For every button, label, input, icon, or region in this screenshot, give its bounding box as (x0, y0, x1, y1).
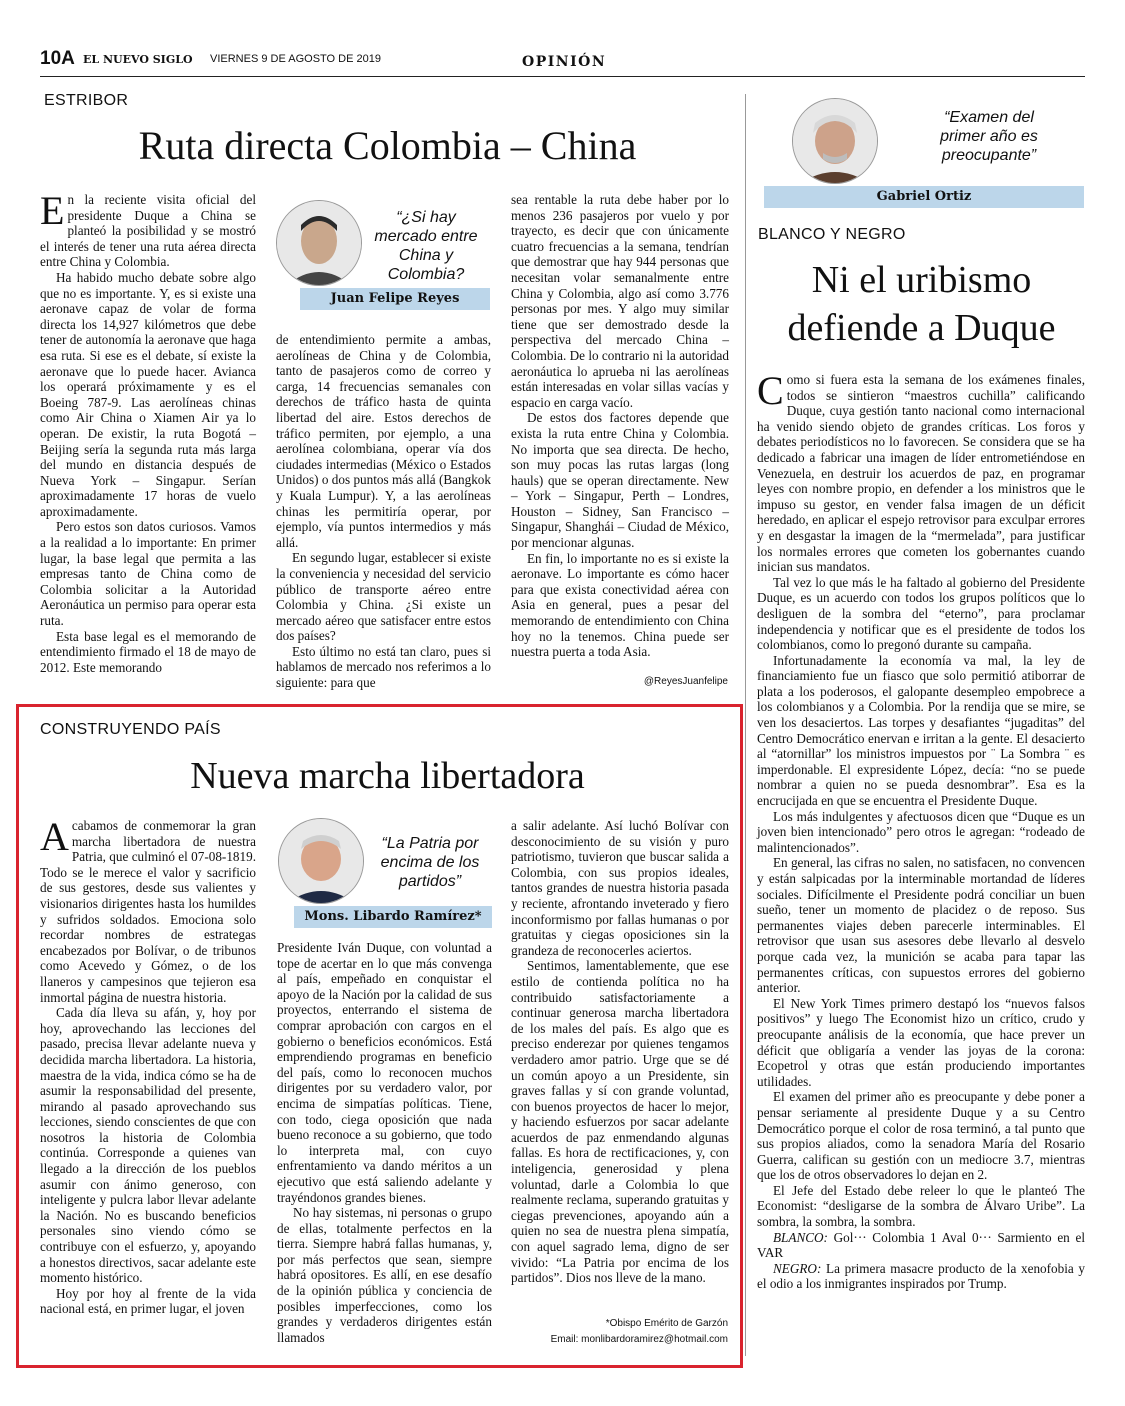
paragraph: cabamos de conmemorar la gran marcha libertadora de nuestra Patria, que culminó el 07-08-1819. Todo se le merece el valor y sacrificio de sus gestores, desde sus valientes y visionarios dirigentes hasta los humildes y sufridos soldados. Emociona solo recordar nombres de estrategas encabezados por Bolívar, o de tribunos como Acevedo y Gómez, o de los llaneros y campesinos que tejieron esa inmortal página de nuestra historia. (40, 818, 256, 1005)
paragraph: En fin, lo importante no es si existe la aeronave. Lo importante es cómo hacer para que exista conectividad aérea con Asia en general, pues a pesar del memorando de entendimiento con China hoy no la tenemos. China puede ser nuestra puerta a toda Asia. (511, 550, 729, 660)
dropcap: E (40, 188, 65, 233)
author-name: Juan Felipe Reyes (300, 288, 490, 310)
paragraph: De estos dos factores depende que exista la ruta entre China y Colombia. No importa que sea directa. De hecho, son muy pocas las rutas largas (long hauls) que se operan directamente. New – York – Singapur, Perth – Londres, Houston – Sidney, San Francisco – Singapur, Shanghái – Ciudad de México, por mencionar algunas. (511, 410, 729, 551)
dropcap: A (40, 814, 69, 859)
paragraph: sea rentable la ruta debe haber por lo menos 236 pasajeros por vuelo y por trayecto, es decir que con únicamente cuatro frecuencias a la semana, tendrían que demostrar que hay 944 personas que necesitan volar semanalmente entre China y Colombia, algo así como 3.776 personas por mes. Y algo muy similar tiene que ser demostrado desde la perspectiva del mercado China – Colombia. De lo contrario ni la autoridad aeronáutica lo aprueba ni las aerolíneas están interesadas en volar sillas vacías y espacio en carga vacío. (511, 192, 729, 410)
article1-signature: @ReyesJuanfelipe (643, 676, 728, 687)
article3-label: BLANCO Y NEGRO (758, 226, 906, 243)
blanco-note (757, 1230, 1085, 1261)
paragraph: Sentimos, lamentablemente, que ese estilo de contienda política no ha contribuido satisfactoriamente a continuar generosa marcha libertadora de los males del país. Es algo que es preciso enderezar por quienes tengamos verdadero amor patrio. Urge que se dé un común apoyo a un Presidente, sin graves fallas y sí con grande voluntad, con buenos proyectos de hacer lo mejor, y haciendo esfuerzos por sacar adelante acuerdos de paz enmendando algunas fallas. Es hora de rectificaciones, y, con inteligencia, generosidad y plena voluntad, darle a Colombia lo que realmente reclama, superando gratuitas y ciegas prevenciones, apoyando aún a quien no sea de nuestra plena simpatía, con aquel sagrado lema, digno de ser vivido: “La Patria por encima de los partidos”. Dios nos lleve de la mano. (511, 958, 729, 1286)
paragraph: El examen del primer año es preocupante y debe poner a pensar seriamente al presidente Duque y a su Centro Democrático porque el color de rosa terminó, a tal punto que sus propios aliados, como la senadora María del Rosario Guerra, califican su gestión con un mediocre 3.7, mientras que los de otros observadores lo dejan en 2. (757, 1089, 1085, 1183)
author-quote: “La Patria por encima de los partidos” (380, 835, 480, 890)
dropcap: C (757, 368, 784, 413)
negro-text: La primera masacre producto de la xenofobia y el odio a los inmigrantes inspirados por Trump. (757, 1260, 1085, 1292)
paragraph: Ha habido mucho debate sobre algo que no es importante. Y, es si existe una aeronave capaz de volar de forma directa los 14,927 kilómetros que debe tener de autonomía la aeronave que haga esa ruta. Si ese es el debate, sí existe la aeronave que lo puede hacer. Avianca los operará próximamente y es el Boeing 787-9. Las aerolíneas chinas como Air China o Xiamen Air ya lo operan. De existir, la ruta Bogotá – Beijing sería la segunda ruta más larga del mundo en distancia después de Nueva York – Singapur. Serían aproximadamente 17 horas de vuelo aproximadamente. (40, 269, 256, 519)
paragraph: Los más indulgentes y afectuosos dicen que “Duque es un joven bien intencionado” pero otros le agregan: “rodeado de malintencionados”. (757, 808, 1085, 855)
paragraph: Infortunadamente la economía va mal, la ley de financiamiento fue un fiasco que solo permitió atiborrar de plata a los poderosos, el galopante desempleo empobrece a los colombianos y a Colombia. Por la rendija que se mire, se ven los desaciertos. Las torpes y desafiantes “jugaditas” del Centro Democrático enervan e irritan a la gente. El desacierto al “atornillar” los ministros impuestos por ¨ La Sombra ¨ es imperdonable. El expresidente López, decía: “no se puede nombrar a quien no se pueda desnombrar”. Esa es la encrucijada en que se encuentra el Presidente Duque. (757, 652, 1085, 809)
article3-body (757, 368, 1085, 1292)
paragraph: Cada día lleva su afán, y, hoy por hoy, aprovechando las lecciones del pasado, precisa llevar adelante nueva y decidida marcha libertadora. La historia, maestra de la vida, indica cómo se ha de asumir la responsabilidad del presente, mirando al pasado aprovechando sus lecciones, siendo conscientes de que con nosotros la historia de Colombia continúa. Corresponde a quienes van llegado a la dirección de los pueblos asumir con ánimo generoso, con inteligente y pulcra labor llevar adelante la Nación. No es buscando beneficios personales sino viendo cómo se contribuye con el esfuerzo, y, apoyando a honestos directivos, sacar adelante este momento histórico. (40, 1005, 256, 1286)
blanco-label: BLANCO: (773, 1229, 828, 1245)
author-name: Gabriel Ortiz (764, 186, 1084, 208)
paragraph: omo si fuera esta la semana de los exámenes finales, todos se sintieron “maestros cuchilla” calificando Duque, cuya gestión tanto nacional como internacional ha venido siendo objeto de grandes críticas. Los foros y debates periodísticos no lo favorecen. Se considera que se ha dedicado a fabricar una imagen de líder entrometiéndose en Venezuela, en destruir los acuerdos de paz, en programar leyes con nombre propio, en defender a los ministros que le impuso su gestor, en vender falsa imagen de un déficit heredado, en aplicar el espejo retrovisor para exculpar errores y en desgastar la imagen de la “mermelada”, para justificar los normales errores que cometen los gobernantes cuando inician sus mandatos. (757, 372, 1085, 575)
article2-footnote: *Obispo Emérito de Garzón (605, 1318, 728, 1329)
paragraph: Pero estos son datos curiosos. Vamos a la realidad a lo importante: En primer lugar, la base legal que permita a las empresas tanto de China como de Colombia solicitar a la Autoridad Aeronáutica un permiso para operar esta ruta. (40, 519, 256, 629)
article1-title: Ruta directa Colombia – China (138, 123, 637, 168)
article1-col3 (511, 192, 729, 660)
author-quote: “¿Si hay mercado entre China y Colombia? (374, 209, 478, 283)
blanco-text: Gol··· Colombia 1 Aval 0··· Sarmiento en el VAR (757, 1229, 1085, 1261)
paragraph: Tal vez lo que más le ha faltado al gobierno del Presidente Duque, es un acuerdo con todos los grupos políticos que lo desliguen de la sombra del “eterno”, para proclamar independencia y notificar que es el presidente de todos los colombianos, como lo pregonó durante su campaña. (757, 574, 1085, 653)
article1-author-box (272, 196, 490, 314)
issue-date: VIERNES 9 DE AGOSTO DE 2019 (210, 53, 381, 65)
column-divider (745, 94, 746, 1356)
article2-title: Nueva marcha libertadora (190, 755, 585, 797)
article2-label: CONSTRUYENDO PAÍS (40, 721, 221, 738)
article2-col2 (277, 940, 492, 1345)
author-photo (278, 818, 364, 904)
paragraph: No hay sistemas, ni personas o grupo de ellas, totalmente perfectos en la tierra. Siempre habrá fallas humanas, y, por más perfectos que sean, siempre habrá opositores. Es allí, en ese desafío de la opinión pública y conciencia de posibles imperfecciones, como los grandes y verdaderos dirigentes están llamados (277, 1205, 492, 1345)
paragraph: Presidente Iván Duque, con voluntad a tope de acertar en lo que más convenga al país, empeñado en conquistar el apoyo de la Nación por la calidad de sus proyectos, enterrando el sistema de comprar aprobación con cargos en el gobierno o beneficios económicos. Está emprendiendo programas en beneficio del país, como lo reconocen muchos dirigentes por su verdadero valor, por encima de simpatías políticas. Tiene, con todo, ciega oposición que nada bueno reconoce a su gobierno, que todo lo interpreta mal, con cuyo enfrentamiento va dando méritos a un ejecutivo que está saliendo adelante y trayéndonos grandes bienes. (277, 940, 492, 1205)
negro-note (757, 1261, 1085, 1292)
section-title: OPINIÓN (522, 54, 607, 70)
article1-col1 (40, 188, 256, 675)
paper-name: EL NUEVO SIGLO (83, 53, 193, 66)
paragraph: n la reciente visita oficial del presidente Duque a China se planteó la posibilidad y se mostró el interés de tener una ruta aérea directa entre China y Colombia. (40, 192, 256, 270)
page-number: 10A (40, 48, 75, 69)
paragraph: El Jefe del Estado debe releer lo que le planteó The Economist: “desligarse de la sombra de Álvaro Uribe”. La sombra, la sombra, la sombra. (757, 1182, 1085, 1230)
article2-col1 (40, 814, 256, 1317)
article2-email: Email: monlibardoramirez@hotmail.com (550, 1334, 728, 1345)
article3-author-box (764, 94, 1084, 210)
paragraph: Esta base legal es el memorando de entendimiento firmado el 18 de mayo de 2012. Este memorando (40, 628, 256, 675)
paragraph: de entendimiento permite a ambas, aerolíneas de China y de Colombia, tanto de pasajeros como de correo y carga, 14 frecuencias semanales con derechos de tráfico hasta de quinta libertad del aire. Estos derechos de tráfico permiten, por ejemplo, a una aerolínea colombiana, operar vía dos ciudades intermedias (México o Estados Unidos) o dos puntos más allá (Bangkok y Kuala Lumpur). Y, a las aerolíneas chinas les permitiría operar, por ejemplo, vía puntos intermedios y más allá. (276, 332, 491, 550)
article2-author-box (274, 814, 494, 932)
article1-col2 (276, 332, 491, 691)
paragraph: Esto último no está tan claro, pues si hablamos de mercado nos referimos a lo siguiente: para que (276, 643, 491, 691)
paragraph: a salir adelante. Así luchó Bolívar con desconocimiento de su visión y puro patriotismo, tuvieron que buscar salida a Colombia, con sus propios ideales, tantos grandes de nuestra historia pasada y reciente, afrontando inveterado y fiero inconformismo por fallas humanas o por gratuitas y ciegas oposiciones sin la grandeza de reconocerles aciertos. (511, 818, 729, 958)
paragraph: Hoy por hoy al frente de la vida nacional está, en primer lugar, el joven (40, 1285, 256, 1317)
paragraph: El New York Times primero destapó los “nuevos falsos positivos” y luego The Economist hizo un crítico, crudo y preocupante análisis de la economía, que hace prever un déficit que obligaría a vender las joyas de la corona: Ecopetrol y otras que están produciendo importantes utilidades. (757, 995, 1085, 1089)
author-photo (276, 200, 362, 286)
article3-title: Ni el uribismo defiende a Duque (787, 259, 1056, 349)
author-name: Mons. Libardo Ramírez* (294, 906, 492, 928)
header-rule (40, 76, 1085, 77)
paragraph: En segundo lugar, establecer si existe la conveniencia y necesidad del servicio público de transporte aéreo entre Colombia y China. ¿Si existe un mercado aéreo que satisfacer entre estos dos países? (276, 550, 491, 644)
author-quote: “Examen del primer año es preocupante” (940, 109, 1038, 164)
article1-label: ESTRIBOR (44, 92, 129, 109)
article2-col3 (511, 818, 729, 1286)
page-header (40, 48, 1085, 74)
paragraph: En general, las cifras no salen, no satisfacen, no convencen y están salpicadas por la interminable mortandad de líderes sociales. Difícilmente el Presidente podrá conciliar un buen sueño, tener un momento de placidez o de reposo. Sus permanentes viajes deben parecerle interminables. El retrovisor que usan sus asesores debe llevarlo al desvelo porque cada vez, la munición se acaba para tapar las permanentes críticas, con supuestos errores del gobierno anterior. (757, 855, 1085, 996)
author-photo (792, 98, 878, 184)
negro-label: NEGRO: (773, 1260, 822, 1276)
